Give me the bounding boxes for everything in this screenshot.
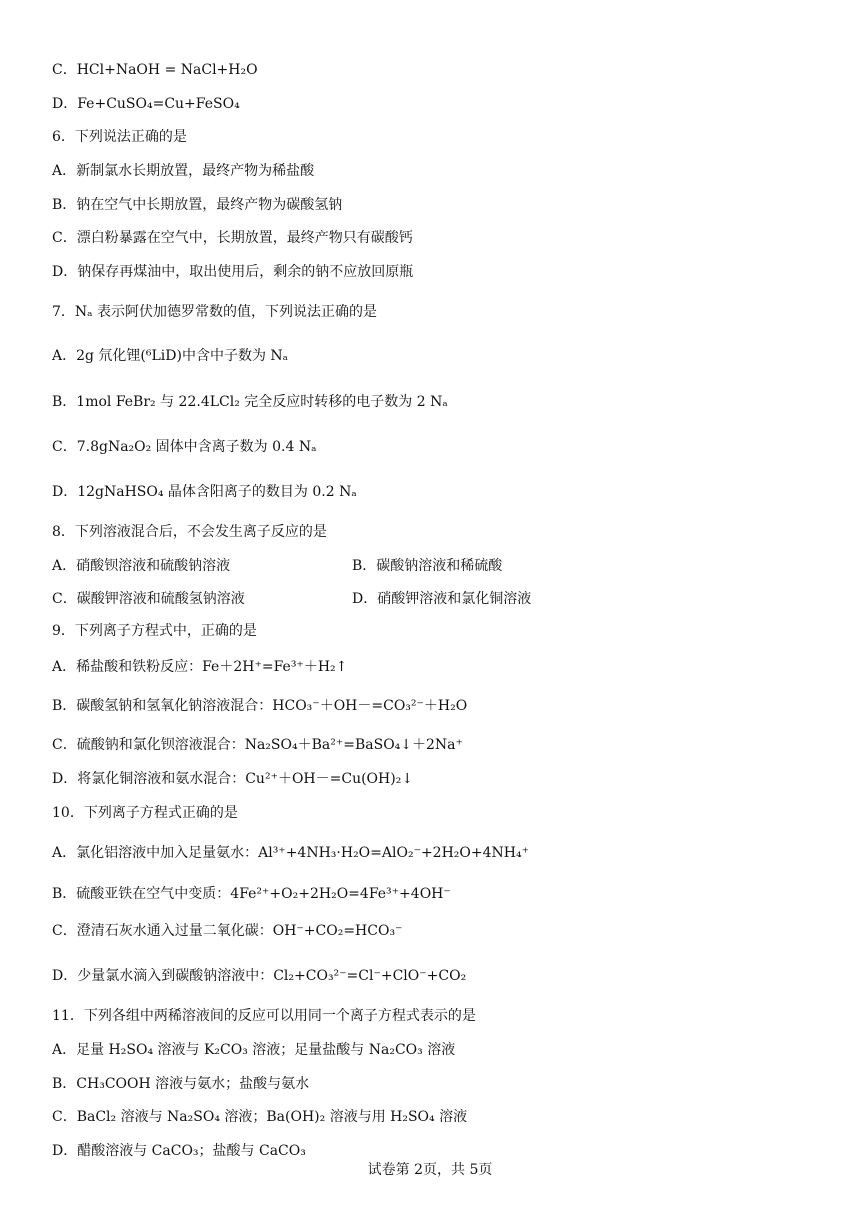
question-11: 11．下列各组中两稀溶液间的反应可以用同一个离子方程式表示的是 — [52, 1008, 476, 1024]
option-a-q6: A．新制氯水长期放置，最终产物为稀盐酸 — [52, 163, 315, 179]
option-c-q10: C．澄清石灰水通入过量二氧化碳：OH⁻+CO₂=HCO₃⁻ — [52, 923, 403, 939]
question-9: 9．下列离子方程式中，正确的是 — [52, 623, 257, 639]
option-a-q10: A．氯化铝溶液中加入足量氨水：Al³⁺+4NH₃·H₂O=AlO₂⁻+2H₂O+4NH₄⁺ — [52, 845, 529, 861]
option-a-q8: A．硝酸钡溶液和硫酸钠溶液 — [52, 558, 231, 574]
option-b-q6: B．钠在空气中长期放置，最终产物为碳酸氢钠 — [52, 197, 343, 213]
option-d-q8: D．硝酸钾溶液和氯化铜溶液 — [352, 591, 532, 607]
question-7: 7．Nₐ 表示阿伏加德罗常数的值，下列说法正确的是 — [52, 304, 378, 320]
option-b-q11: B．CH₃COOH 溶液与氨水；盐酸与氨水 — [52, 1076, 310, 1092]
option-b-q10: B．硫酸亚铁在空气中变质：4Fe²⁺+O₂+2H₂O=4Fe³⁺+4OH⁻ — [52, 886, 451, 902]
option-a-q7: A．2g 氘化锂(⁶LiD)中含中子数为 Nₐ — [52, 348, 289, 364]
option-c-q9: C．硫酸钠和氯化钡溶液混合：Na₂SO₄＋Ba²⁺=BaSO₄↓＋2Na⁺ — [52, 737, 463, 753]
option-d-q10: D．少量氯水滴入到碳酸钠溶液中：Cl₂+CO₃²⁻=Cl⁻+ClO⁻+CO₂ — [52, 968, 467, 984]
option-a-q11: A．足量 H₂SO₄ 溶液与 K₂CO₃ 溶液；足量盐酸与 Na₂CO₃ 溶液 — [52, 1042, 456, 1058]
option-c-q6: C．漂白粉暴露在空气中，长期放置，最终产物只有碳酸钙 — [52, 230, 413, 246]
option-c-q5: C．HCl+NaOH = NaCl+H₂O — [52, 62, 258, 78]
option-d-q9: D．将氯化铜溶液和氨水混合：Cu²⁺＋OH－=Cu(OH)₂↓ — [52, 771, 414, 787]
option-a-q9: A．稀盐酸和铁粉反应：Fe＋2H⁺=Fe³⁺＋H₂↑ — [52, 659, 348, 675]
option-b-q7: B．1mol FeBr₂ 与 22.4LCl₂ 完全反应时转移的电子数为 2 Nₐ — [52, 394, 448, 410]
option-d-q5: D．Fe+CuSO₄=Cu+FeSO₄ — [52, 96, 240, 112]
option-c-q8: C．碳酸钾溶液和硫酸氢钠溶液 — [52, 591, 245, 607]
option-c-q7: C．7.8gNa₂O₂ 固体中含离子数为 0.4 Nₐ — [52, 439, 317, 455]
option-b-q8: B．碳酸钠溶液和稀硫酸 — [352, 558, 503, 574]
question-10: 10．下列离子方程式正确的是 — [52, 805, 238, 821]
option-d-q6: D．钠保存再煤油中，取出使用后，剩余的钠不应放回原瓶 — [52, 264, 414, 280]
option-c-q11: C．BaCl₂ 溶液与 Na₂SO₄ 溶液；Ba(OH)₂ 溶液与用 H₂SO₄ 溶液 — [52, 1109, 468, 1125]
question-6: 6．下列说法正确的是 — [52, 129, 187, 145]
option-d-q11: D．醋酸溶液与 CaCO₃；盐酸与 CaCO₃ — [52, 1143, 306, 1159]
page-footer: 试卷第 2页，共 5页 — [367, 1162, 493, 1178]
option-b-q9: B．碳酸氢钠和氢氧化钠溶液混合：HCO₃⁻＋OH－=CO₃²⁻＋H₂O — [52, 698, 468, 714]
option-d-q7: D．12gNaHSO₄ 晶体含阳离子的数目为 0.2 Nₐ — [52, 484, 357, 500]
question-8: 8．下列溶液混合后，不会发生离子反应的是 — [52, 524, 327, 540]
